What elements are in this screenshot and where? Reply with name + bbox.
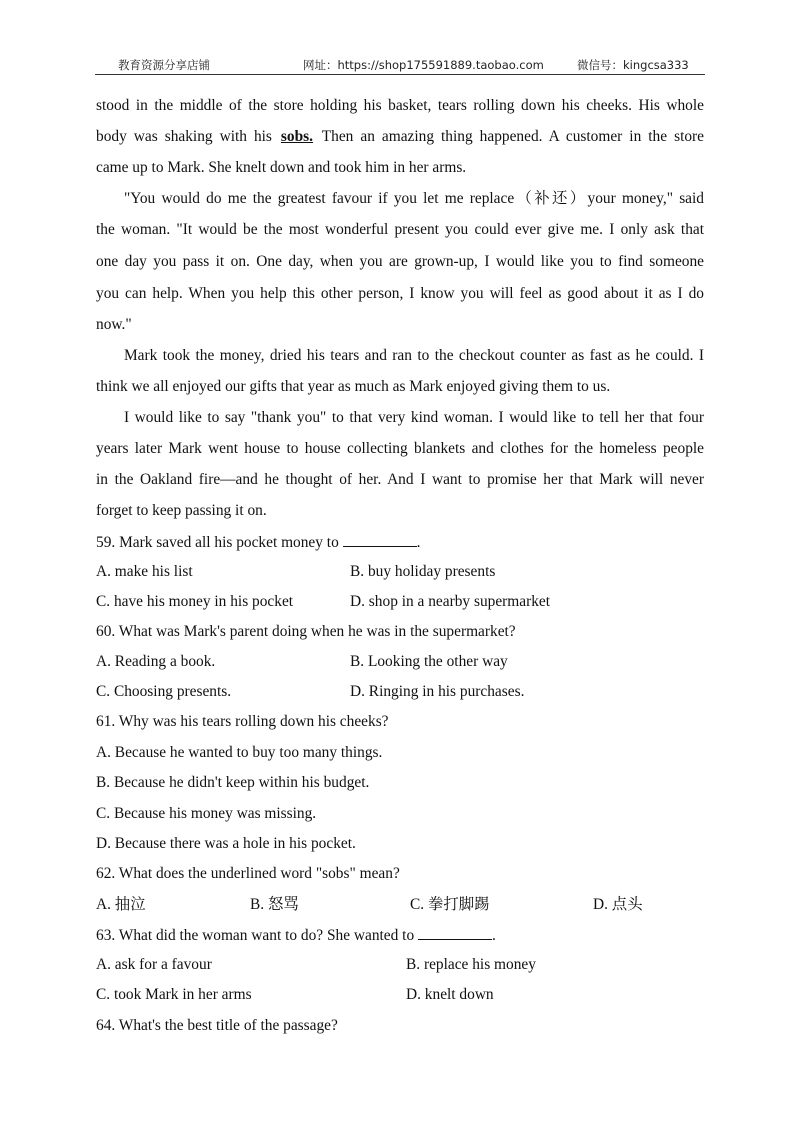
- question-62: 62. What does the underlined word "sobs" mean?: [96, 865, 400, 882]
- question-end: .: [492, 927, 496, 944]
- passage-line: one day you pass it on. One day, when you are grown-up, I would like you to find someone: [96, 253, 704, 270]
- header-rule: [95, 74, 705, 75]
- passage-line: the woman. "It would be the most wonderful present you could ever give me. I only ask that: [96, 221, 704, 238]
- option-d: D. knelt down: [406, 986, 494, 1003]
- option-a: A. Because he wanted to buy too many things.: [96, 744, 383, 761]
- option-b: B. 怒骂: [250, 896, 299, 913]
- option-a: A. Reading a book.: [96, 653, 216, 670]
- question-60: 60. What was Mark's parent doing when he was in the supermarket?: [96, 623, 516, 640]
- answer-blank: [343, 532, 417, 547]
- header-url: 网址：https://shop175591889.taobao.com: [303, 58, 544, 72]
- passage-line: think we all enjoyed our gifts that year as much as Mark enjoyed giving them to us.: [96, 378, 611, 395]
- option-c: C. took Mark in her arms: [96, 986, 252, 1003]
- passage-line: stood in the middle of the store holding his basket, tears rolling down his cheeks. His whole: [96, 97, 704, 114]
- passage-line: "You would do me the greatest favour if you let me replace（补还）your money," said: [124, 190, 704, 207]
- passage-text: body was shaking with his: [96, 128, 272, 145]
- question-63: [96, 925, 496, 946]
- option-a: A. make his list: [96, 563, 193, 580]
- underlined-word-sobs: sobs.: [280, 128, 314, 145]
- option-b: B. replace his money: [406, 956, 536, 973]
- passage-text: Then an amazing thing happened. A customer in the store: [321, 128, 704, 145]
- passage-line: came up to Mark. She knelt down and took him in her arms.: [96, 159, 467, 176]
- passage-line: now.": [96, 316, 132, 333]
- header-wechat: 微信号：kingcsa333: [577, 58, 689, 72]
- passage-line: [96, 127, 704, 147]
- option-d: D. shop in a nearby supermarket: [350, 593, 551, 610]
- option-c: C. Because his money was missing.: [96, 805, 317, 822]
- option-d: D. Because there was a hole in his pocket.: [96, 835, 356, 852]
- passage-line: forget to keep passing it on.: [96, 502, 267, 519]
- option-d: D. 点头: [593, 896, 643, 913]
- passage-line: years later Mark went house to house collecting blankets and clothes for the homeless people: [96, 440, 704, 457]
- question-end: .: [416, 534, 421, 551]
- option-a: A. 抽泣: [96, 896, 146, 913]
- option-c: C. Choosing presents.: [96, 683, 232, 700]
- question-stem: 63. What did the woman want to do? She wanted to: [96, 927, 415, 944]
- header-shop-name: 教育资源分享店铺: [118, 58, 210, 72]
- passage-line: in the Oakland fire—and he thought of her. And I want to promise her that Mark will never: [96, 471, 704, 488]
- answer-blank: [418, 925, 492, 940]
- option-d: D. Ringing in his purchases.: [350, 683, 525, 700]
- option-b: B. Looking the other way: [350, 653, 508, 670]
- option-a: A. ask for a favour: [96, 956, 212, 973]
- passage-line: Mark took the money, dried his tears and ran to the checkout counter as fast as he could. I: [124, 347, 704, 364]
- option-c: C. have his money in his pocket: [96, 593, 294, 610]
- option-b: B. buy holiday presents: [350, 563, 496, 580]
- passage-line: I would like to say "thank you" to that very kind woman. I would like to tell her that four: [124, 409, 704, 426]
- passage-line: you can help. When you help this other person, I know you will feel as good about it as I do: [96, 285, 704, 302]
- question-64: 64. What's the best title of the passage?: [96, 1017, 338, 1034]
- option-c: C. 拳打脚踢: [410, 896, 490, 913]
- option-b: B. Because he didn't keep within his budget.: [96, 774, 370, 791]
- question-stem: 59. Mark saved all his pocket money to: [96, 534, 339, 551]
- question-61: 61. Why was his tears rolling down his cheeks?: [96, 713, 389, 730]
- question-59: [96, 532, 421, 553]
